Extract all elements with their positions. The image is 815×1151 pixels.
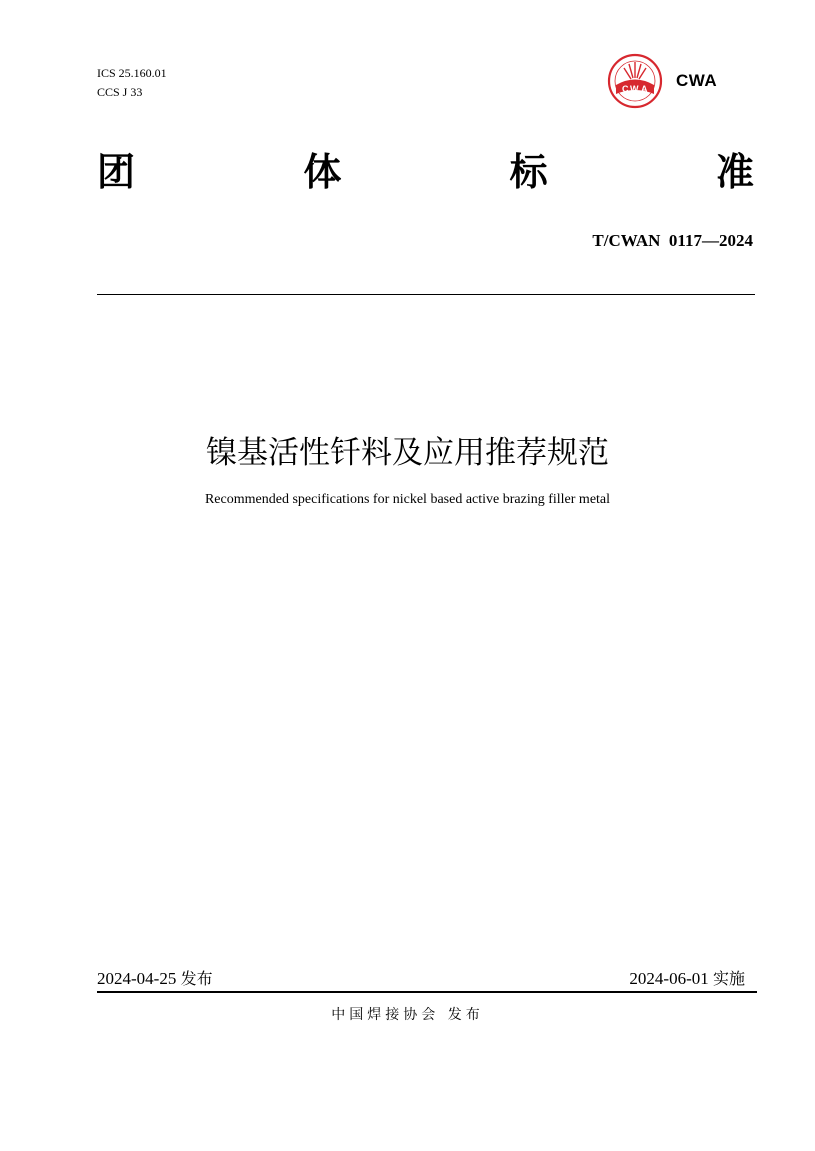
ics-code: ICS 25.160.01 [97,66,167,80]
publish-date-line [97,966,213,989]
implement-date-line [629,966,745,989]
footer-divider [97,991,757,993]
standard-type-char: 标 [509,150,548,194]
publisher-name: 中国焊接协会 [331,1007,440,1023]
cwa-logo [604,52,670,110]
ccs-code: CCS J 33 [97,85,143,99]
implement-date: 2024-06-01 [629,969,709,988]
standard-type [97,148,754,196]
svg-text:A: A [641,84,648,94]
svg-text:C: C [622,84,629,94]
standard-type-char: 准 [715,150,754,194]
standard-type-char: 团 [97,150,136,194]
header-divider [97,294,755,295]
publish-date: 2024-04-25 [97,969,177,988]
publisher-action: 发布 [447,1007,484,1023]
implement-label: 实施 [712,969,745,988]
document-title-chinese: 镍基活性钎料及应用推荐规范 [206,435,609,471]
publish-label: 发布 [180,969,213,988]
document-title-english: Recommended specifications for nickel based active brazing filler metal [204,492,611,507]
standard-number: T/CWAN 0117—2024 [592,231,753,250]
svg-text:W: W [630,84,639,94]
classification-codes [97,64,167,102]
standard-type-char: 体 [303,150,342,194]
publisher-line [0,1004,815,1024]
logo-abbreviation: CWA [676,71,718,90]
